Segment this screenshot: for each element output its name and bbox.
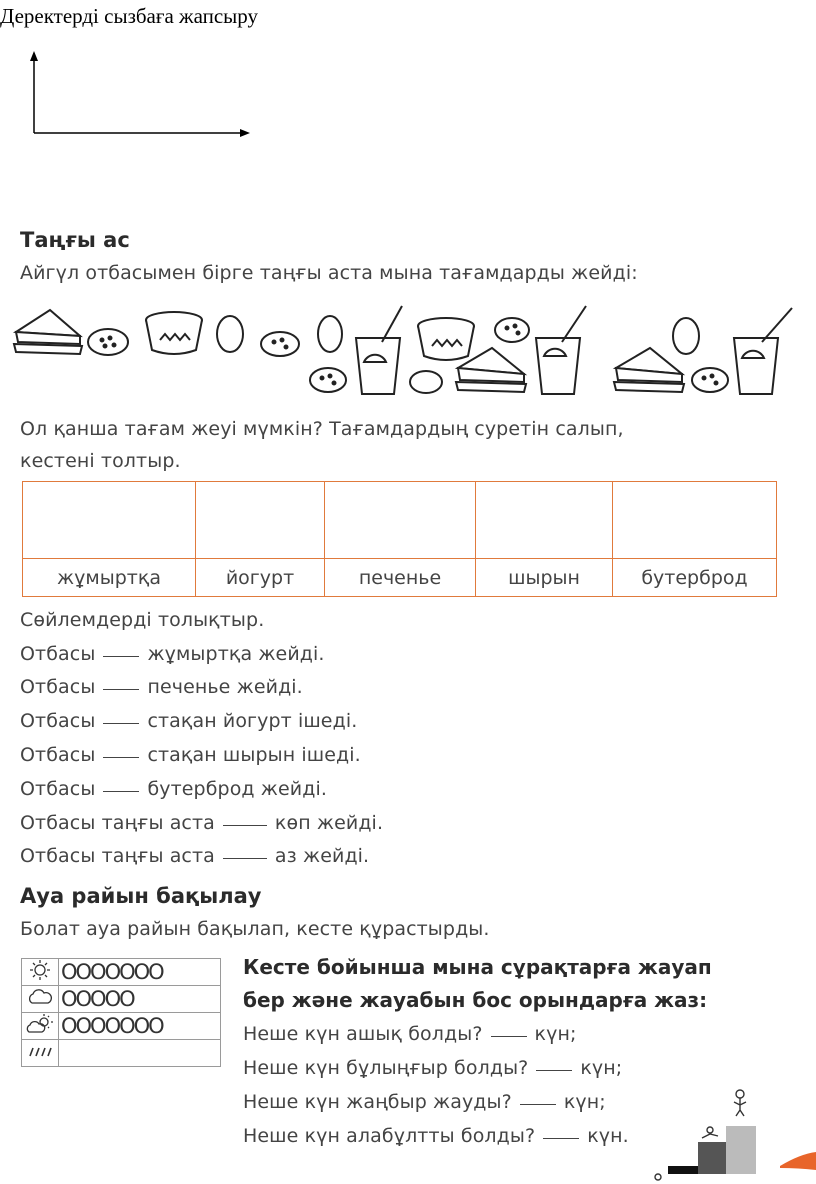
weather-question: Неше күн алабұлтты болды? күн. bbox=[243, 1125, 629, 1147]
sentence-line: Отбасы стақан йогурт ішеді. bbox=[20, 710, 358, 732]
answer-cell[interactable] bbox=[196, 482, 325, 559]
weather-question: Неше күн жаңбыр жауды? күн; bbox=[243, 1091, 606, 1113]
food-count-table bbox=[22, 481, 777, 597]
tally-circles: OOOOOOO bbox=[59, 959, 221, 986]
sun-cloud-icon bbox=[22, 1013, 59, 1040]
sentence-line: Отбасы таңғы аста көп жейді. bbox=[20, 812, 384, 834]
sentence-line: Отбасы бутерброд жейді. bbox=[20, 778, 328, 800]
answer-blank[interactable] bbox=[103, 656, 139, 657]
sentence-line: Отбасы стақан шырын ішеді. bbox=[20, 744, 361, 766]
breakfast-question-line1: Ол қанша тағам жеуі мүмкін? Тағамдардың суретін салып, bbox=[20, 418, 624, 440]
juice-icon bbox=[536, 306, 586, 394]
weather-table bbox=[21, 958, 221, 1067]
weather-intro: Болат ауа райын бақылап, кесте құрастырды. bbox=[20, 918, 490, 940]
column-label: шырын bbox=[476, 559, 613, 597]
answer-blank[interactable] bbox=[536, 1070, 572, 1071]
sun-icon bbox=[22, 959, 59, 986]
answer-blank[interactable] bbox=[103, 791, 139, 792]
complete-prompt: Сөйлемдерді толықтыр. bbox=[20, 609, 265, 631]
column-label: бутерброд bbox=[613, 559, 777, 597]
weather-task-line2: бер және жауабын бос орындарға жаз: bbox=[243, 988, 708, 1012]
cloud-icon bbox=[22, 986, 59, 1013]
answer-blank[interactable] bbox=[223, 825, 267, 826]
egg-icon bbox=[318, 316, 342, 352]
empty-axes bbox=[20, 45, 260, 145]
weather-task-line1: Кесте бойынша мына сұрақтарға жауап bbox=[243, 955, 712, 979]
weather-question: Неше күн бұлыңғыр болды? күн; bbox=[243, 1057, 623, 1079]
cookie-icon bbox=[261, 332, 299, 356]
cookie-icon bbox=[692, 368, 728, 392]
juice-icon bbox=[734, 308, 792, 394]
egg-icon bbox=[410, 371, 442, 393]
weather-question: Неше күн ашық болды? күн; bbox=[243, 1023, 577, 1045]
sentence-line: Отбасы таңғы аста аз жейді. bbox=[20, 845, 370, 867]
cookie-icon bbox=[310, 368, 346, 392]
cookie-icon bbox=[88, 329, 128, 355]
answer-blank[interactable] bbox=[223, 858, 267, 859]
weather-heading: Ауа райын бақылау bbox=[20, 884, 262, 908]
column-label: жұмыртқа bbox=[23, 559, 196, 597]
answer-blank[interactable] bbox=[520, 1104, 556, 1105]
sandwich-icon bbox=[14, 310, 82, 354]
yogurt-icon bbox=[418, 318, 474, 360]
answer-blank[interactable] bbox=[543, 1138, 579, 1139]
stairs-illustration bbox=[650, 1080, 816, 1184]
answer-cell[interactable] bbox=[325, 482, 476, 559]
juice-icon bbox=[356, 306, 402, 394]
breakfast-intro: Айгүл отбасымен бірге таңғы аста мына тағамдарды жейді: bbox=[20, 262, 638, 284]
egg-icon bbox=[217, 316, 243, 352]
answer-cell[interactable] bbox=[23, 482, 196, 559]
answer-cell[interactable] bbox=[613, 482, 777, 559]
answer-cell[interactable] bbox=[476, 482, 613, 559]
yogurt-icon bbox=[146, 312, 202, 354]
column-label: печенье bbox=[325, 559, 476, 597]
page-title: Деректерді сызбаға жапсыру bbox=[0, 4, 258, 28]
sentence-line: Отбасы печенье жейді. bbox=[20, 676, 303, 698]
egg-icon bbox=[673, 318, 699, 354]
rain-icon bbox=[22, 1040, 59, 1067]
answer-blank[interactable] bbox=[103, 723, 139, 724]
tally-circles: OOOOO bbox=[59, 986, 221, 1013]
tally-circles bbox=[59, 1040, 221, 1067]
answer-blank[interactable] bbox=[491, 1036, 527, 1037]
answer-blank[interactable] bbox=[103, 757, 139, 758]
breakfast-question-line2: кестені толтыр. bbox=[20, 450, 181, 472]
tally-circles: OOOOOOO bbox=[59, 1013, 221, 1040]
sandwich-icon bbox=[614, 348, 684, 392]
sentence-line: Отбасы жұмыртқа жейді. bbox=[20, 643, 325, 665]
food-illustrations bbox=[10, 302, 810, 402]
breakfast-heading: Таңғы ас bbox=[20, 228, 130, 252]
column-label: йогурт bbox=[196, 559, 325, 597]
answer-blank[interactable] bbox=[103, 689, 139, 690]
cookie-icon bbox=[495, 318, 529, 342]
